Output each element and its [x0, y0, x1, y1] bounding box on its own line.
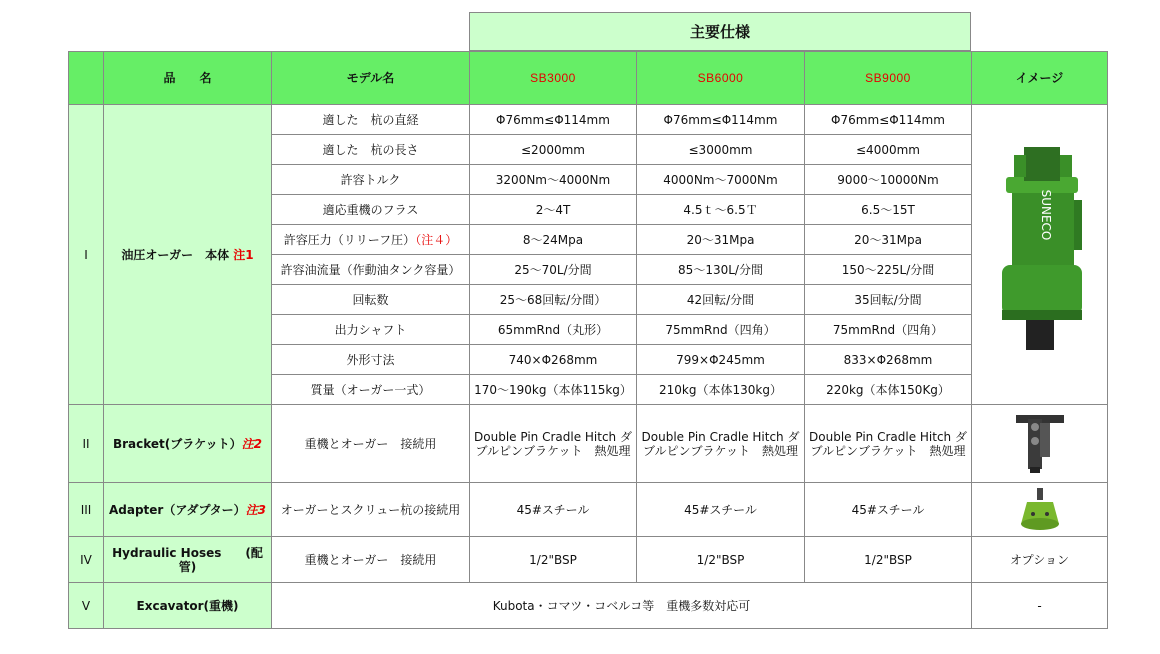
spec-value: ≤2000mm	[470, 135, 637, 165]
spec-value: 799×Φ245mm	[637, 345, 805, 375]
note-label: （注４）	[415, 232, 458, 247]
model-sb6000: SB6000	[637, 52, 805, 105]
bracket-image	[1010, 409, 1070, 479]
excavator-compat: Kubota・コマツ・コベルコ等 重機多数対応可	[272, 583, 972, 629]
spec-value: ≤3000mm	[637, 135, 805, 165]
note-label: 注2	[241, 436, 263, 451]
spec-value: 75mmRnd（四角）	[805, 315, 972, 345]
model-sb9000: SB9000	[805, 52, 972, 105]
section-num: IV	[69, 537, 104, 583]
section-name	[104, 483, 272, 537]
spec-value: ≤4000mm	[805, 135, 972, 165]
spec-value: 65mmRnd（丸形）	[470, 315, 637, 345]
spec-label: 許容油流量（作動油タンク容量）	[272, 255, 470, 285]
adapter-image-cell	[972, 483, 1108, 537]
spec-label: 重機とオーガー 接続用	[272, 405, 470, 483]
spec-label: 適した 杭の直経	[272, 105, 470, 135]
section-name	[104, 105, 272, 405]
spec-table	[68, 51, 1108, 629]
table-row	[69, 483, 1108, 537]
model-sb3000: SB3000	[470, 52, 637, 105]
spec-value: 210kg（本体130kg）	[637, 375, 805, 405]
table-row	[69, 405, 1108, 483]
spec-value: 9000～10000Nm	[805, 165, 972, 195]
section-num: II	[69, 405, 104, 483]
spec-value: 833×Φ268mm	[805, 345, 972, 375]
table-row	[69, 105, 1108, 135]
spec-value: Φ76mm≤Φ114mm	[470, 105, 637, 135]
spec-value: 45#スチール	[637, 483, 805, 537]
spec-value: 42回転/分間	[637, 285, 805, 315]
spec-value: 1/2"BSP	[470, 537, 637, 583]
table-row	[69, 537, 1108, 583]
section-num: V	[69, 583, 104, 629]
image-text: オプション	[972, 537, 1108, 583]
section-name: Hydraulic Hoses (配管)	[104, 537, 272, 583]
bracket-image-cell	[972, 405, 1108, 483]
spec-value: 740×Φ268mm	[470, 345, 637, 375]
header-row	[69, 52, 1108, 105]
spec-value: Φ76mm≤Φ114mm	[805, 105, 972, 135]
spec-label-text: 許容圧力（リリーフ圧）	[283, 232, 416, 247]
spec-value: 20～31Mpa	[805, 225, 972, 255]
spec-label	[272, 225, 470, 255]
spec-value: 20～31Mpa	[637, 225, 805, 255]
spec-value: 75mmRnd（四角）	[637, 315, 805, 345]
spec-header: 主要仕様	[469, 12, 971, 51]
note-label: 注1	[233, 247, 254, 262]
header-product-name: 品 名	[104, 52, 272, 105]
section-name-text: Adapter（アダプター）	[108, 502, 246, 517]
header-model-name: モデル名	[272, 52, 470, 105]
spec-value: 2～4T	[470, 195, 637, 225]
spec-value: 3200Nm～4000Nm	[470, 165, 637, 195]
section-num: III	[69, 483, 104, 537]
spec-value: 6.5～15T	[805, 195, 972, 225]
spec-label: 適した 杭の長さ	[272, 135, 470, 165]
adapter-image	[1015, 486, 1065, 534]
spec-value: 8～24Mpa	[470, 225, 637, 255]
section-name: Excavator(重機)	[104, 583, 272, 629]
spec-value: 4000Nm～7000Nm	[637, 165, 805, 195]
spec-label: 外形寸法	[272, 345, 470, 375]
spec-label: 許容トルク	[272, 165, 470, 195]
spec-label: 重機とオーガー 接続用	[272, 537, 470, 583]
spec-value: 85～130L/分間	[637, 255, 805, 285]
section-name-text: Bracket(ブラケット）	[112, 436, 242, 451]
spec-label: 適応重機のフラス	[272, 195, 470, 225]
spec-value: 220kg（本体150Kg）	[805, 375, 972, 405]
spec-value: 45#スチール	[805, 483, 972, 537]
auger-drive-image	[990, 145, 1090, 365]
header-blank	[69, 52, 104, 105]
spec-label: オーガーとスクリュー杭の接続用	[272, 483, 470, 537]
spec-label: 出力シャフト	[272, 315, 470, 345]
spec-value: Φ76mm≤Φ114mm	[637, 105, 805, 135]
section-num: I	[69, 105, 104, 405]
image-text: -	[972, 583, 1108, 629]
spec-value: Double Pin Cradle Hitch ダブルピンブラケット 熱処理	[470, 405, 637, 483]
spec-value: 35回転/分間	[805, 285, 972, 315]
section-name	[104, 405, 272, 483]
note-label: 注3	[245, 502, 267, 517]
auger-image-cell	[972, 105, 1108, 405]
section-name-text: 油圧オーガー 本体	[121, 247, 230, 262]
spec-value: 45#スチール	[470, 483, 637, 537]
spec-label: 回転数	[272, 285, 470, 315]
spec-value: 4.5ｔ～6.5Ｔ	[637, 195, 805, 225]
spec-value: Double Pin Cradle Hitch ダブルピンブラケット 熱処理	[805, 405, 972, 483]
spec-label: 質量（オーガー一式）	[272, 375, 470, 405]
brand-text: SUNECO	[1038, 189, 1053, 240]
spec-value: 25～68回転/分間）	[470, 285, 637, 315]
spec-value: 1/2"BSP	[637, 537, 805, 583]
spec-value: 170～190kg（本体115kg）	[470, 375, 637, 405]
spec-value: 150～225L/分間	[805, 255, 972, 285]
spec-value: Double Pin Cradle Hitch ダブルピンブラケット 熱処理	[637, 405, 805, 483]
header-image: イメージ	[972, 52, 1108, 105]
spec-value: 25～70L/分間	[470, 255, 637, 285]
table-row	[69, 583, 1108, 629]
spec-value: 1/2"BSP	[805, 537, 972, 583]
